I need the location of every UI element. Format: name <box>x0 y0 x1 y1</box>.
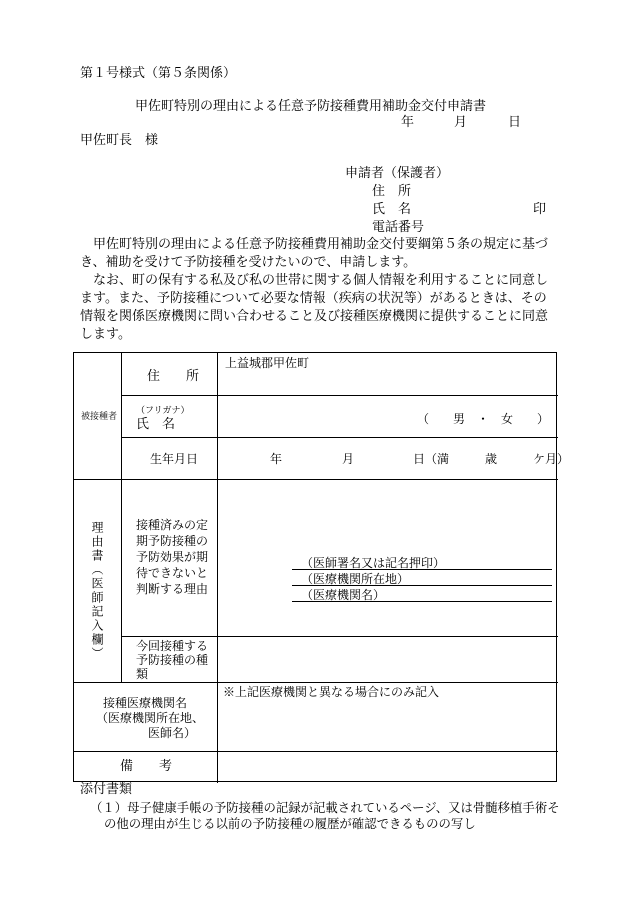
clinic-name-label: （医療機関名） <box>301 588 386 602</box>
furigana-label: （フリガナ） <box>136 406 190 416</box>
date-month: 月 <box>454 115 468 130</box>
vaccine-line: 類 <box>136 667 149 681</box>
facility-line: 医師名） <box>148 726 197 740</box>
name-label: 氏 名 <box>136 417 176 432</box>
facility-line: 接種医療機関名 <box>103 696 188 710</box>
applicant-name-label: 氏 名 <box>372 202 412 217</box>
addressee: 甲佐町長 様 <box>80 133 159 148</box>
subject-label: 被接種者 <box>81 412 118 422</box>
date-day: 日 <box>508 115 522 130</box>
attachments-heading: 添付書類 <box>80 782 133 797</box>
reason-q-line: 待できないと <box>136 566 209 580</box>
date-year: 年 <box>401 115 415 130</box>
birth-year: 年 <box>270 452 283 466</box>
facility-line: （医療機関所在地、 <box>96 711 205 725</box>
reason-q-line: 期予防接種の <box>136 534 209 548</box>
seal-mark: 印 <box>533 202 547 217</box>
address-value: 上益城郡甲佐町 <box>225 356 310 370</box>
form-title: 甲佐町特別の理由による任意予防接種費用補助金交付申請書 <box>135 99 487 114</box>
birth-day-age: 日（満 歳 ケ月） <box>413 452 570 466</box>
facility-note: ※上記医療機関と異なる場合にのみ記入 <box>223 685 440 699</box>
birth-month: 月 <box>342 452 355 466</box>
clinic-address-label: （医療機関所在地） <box>301 572 410 586</box>
gender-field: （ 男 ・ 女 ） <box>417 412 550 426</box>
body-paragraph-1: 甲佐町特別の理由による任意予防接種費用補助金交付要綱第５条の規定に基づき、補助を受けて予防接種を受けたいので、申請します。 <box>80 237 549 270</box>
body-paragraph-2: なお、町の保有する私及び私の世帯に関する個人情報を利用することに同意します。また、予防接種について必要な情報（疾病の状況等）があるときは、その情報を関係医療機関に問い合わせること及び接種医療機関に提供することに同意します。 <box>80 273 549 342</box>
reason-q-line: 予防効果が期 <box>136 550 209 564</box>
applicant-address-label: 住 所 <box>372 184 412 199</box>
reason-q-line: 接種済みの定 <box>136 518 209 532</box>
birthdate-label: 生年月日 <box>150 452 199 466</box>
vaccine-line: 今回接種する <box>136 639 209 653</box>
applicant-heading: 申請者（保護者） <box>345 166 450 181</box>
address-label: 住 所 <box>147 369 200 384</box>
applicant-phone-label: 電話番号 <box>372 220 425 235</box>
reason-label: 理由書（医師記入欄） <box>90 521 104 661</box>
doctor-sign-label: （医師署名又は記名押印） <box>301 556 446 570</box>
vaccine-line: 予防接種の種 <box>136 653 209 667</box>
form-number: 第１号様式（第５条関係） <box>80 66 237 81</box>
remarks-label: 備 考 <box>120 759 173 774</box>
application-table <box>73 352 570 782</box>
attachment-item-line-2: の他の理由が生じる以前の予防接種の履歴が確認できるものの写し <box>104 816 476 831</box>
attachment-item-line-1: （１）母子健康手帳の予防接種の記録が記載されているページ、又は骨髄移植手術そ <box>90 800 560 815</box>
reason-q-line: 判断する理由 <box>136 582 209 596</box>
